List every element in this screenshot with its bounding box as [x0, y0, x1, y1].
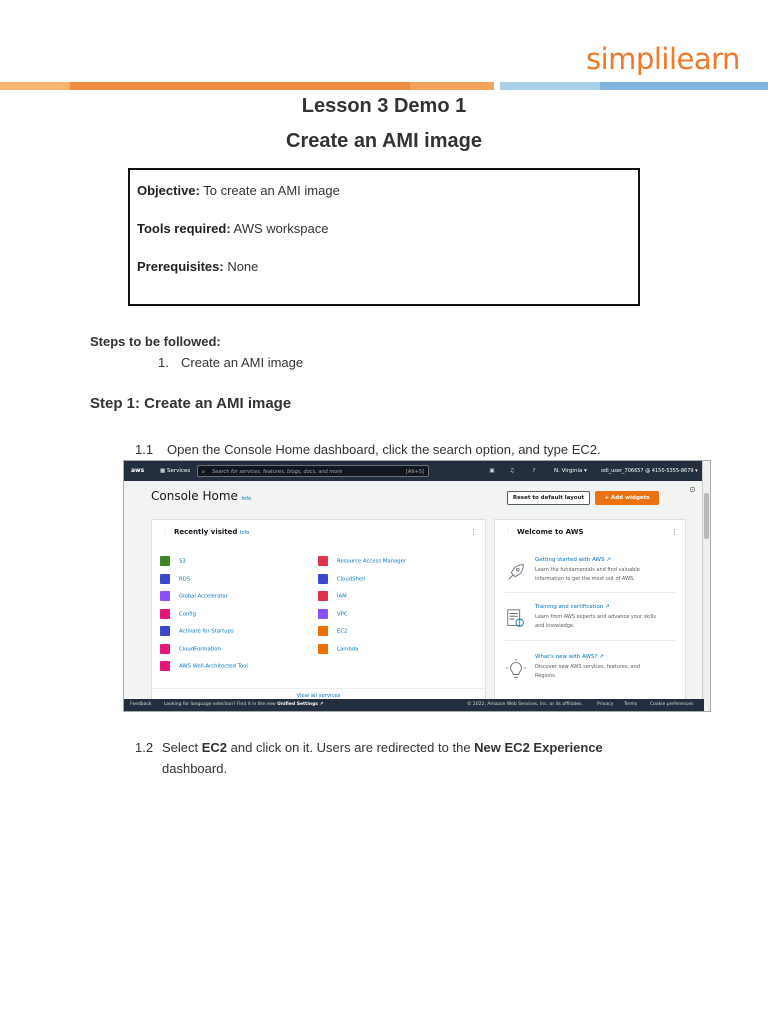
recent-service-link[interactable] [318, 644, 358, 654]
recent-service-link[interactable] [160, 591, 228, 601]
services-menu[interactable]: ▦ Services [160, 468, 191, 474]
console-home-title: Console Home Info [151, 489, 252, 503]
cloudshell-icon[interactable]: ▣ [489, 468, 495, 474]
service-label: RDS [179, 576, 191, 582]
service-icon [160, 574, 170, 584]
view-all-services-link[interactable]: View all services [152, 688, 485, 699]
lightbulb-icon [505, 658, 527, 680]
bell-icon[interactable]: ♫ [509, 468, 515, 474]
service-icon [160, 609, 170, 619]
service-icon [160, 661, 170, 671]
region-selector[interactable]: N. Virginia ▾ [554, 468, 587, 474]
recent-service-link[interactable] [160, 644, 221, 654]
grid-icon: ▦ [160, 468, 167, 474]
aws-console-screenshot [123, 460, 711, 712]
search-icon: ⌕ [202, 469, 205, 475]
header-bar-segment [500, 82, 600, 90]
lesson-title: Lesson 3 Demo 1 [301, 95, 467, 117]
service-icon [318, 626, 328, 636]
copyright: © 2022, Amazon Web Services, Inc. or its affiliates. [467, 702, 583, 707]
service-icon [318, 574, 328, 584]
service-icon [160, 591, 170, 601]
recent-service-link[interactable] [318, 626, 347, 636]
recent-service-link[interactable] [160, 574, 190, 584]
aws-footer [124, 699, 704, 711]
service-label: AWS Well-Architected Tool [179, 663, 248, 670]
feedback-link[interactable]: Feedback [130, 702, 152, 707]
header-bar-segment [600, 82, 768, 90]
training-link[interactable]: Training and certification ↗ [535, 604, 610, 610]
service-icon [318, 644, 328, 654]
recent-service-link[interactable] [318, 591, 347, 601]
step1-heading: Step 1: Create an AMI image [90, 395, 292, 412]
recent-service-link[interactable] [318, 574, 365, 584]
prereq-line: Prerequisites: None [137, 259, 259, 274]
whats-new-link[interactable]: What's new with AWS? ↗ [535, 654, 604, 660]
service-label: CloudShell [337, 576, 366, 582]
steps-heading: Steps to be followed: [90, 334, 221, 349]
language-note: Looking for language selection? Find it in the new Unified Settings ↗ [164, 702, 324, 707]
service-label: Global Accelerator [179, 593, 228, 600]
account-menu[interactable]: odl_user_706657 @ 4150-5355-8679 ▾ [601, 468, 698, 474]
service-label: Lambda [337, 646, 359, 652]
scrollbar[interactable] [702, 461, 710, 712]
drag-handle-icon[interactable]: ⋮ [505, 528, 511, 535]
recent-service-link[interactable] [318, 556, 406, 566]
welcome-heading: Welcome to AWS [517, 528, 584, 536]
recent-service-link[interactable] [318, 609, 348, 619]
scrollbar-thumb[interactable] [704, 493, 709, 539]
recent-service-link[interactable] [160, 556, 186, 566]
steps-list-item: 1. Create an AMI image [158, 355, 304, 370]
training-desc: Learn from AWS experts and advance your skills and knowledge. [535, 614, 656, 629]
instruction-1-1: 1.1 Open the Console Home dashboard, click the search option, and type EC2. [135, 442, 601, 457]
simplilearn-logo: simplilearn [586, 42, 740, 76]
service-icon [318, 591, 328, 601]
service-label: IAM [337, 593, 347, 600]
panel-menu-icon[interactable]: ⋮ [470, 528, 477, 536]
certificate-icon [505, 608, 527, 630]
lesson-subtitle: Create an AMI image [286, 130, 482, 152]
aws-logo[interactable]: aws [131, 467, 145, 474]
recent-service-link[interactable] [160, 609, 196, 619]
recently-visited-heading: Recently visited Info [174, 528, 250, 536]
instruction-1-2: 1.2 Select EC2 and click on it. Users are redirected to the New EC2 Experience dashboard. [135, 740, 603, 776]
objective-line: Objective: To create an AMI image [137, 183, 340, 198]
reset-layout-button[interactable]: Reset to default layout [507, 491, 590, 505]
welcome-panel [494, 519, 686, 705]
service-icon [160, 644, 170, 654]
settings-icon[interactable]: ⊙ [689, 485, 696, 494]
divider [505, 592, 675, 593]
cookie-preferences-link[interactable]: Cookie preferences [650, 702, 694, 707]
objective-box [128, 168, 640, 306]
getting-started-desc: Learn the fundamentals and find valuable information to get the most out of AWS. [535, 567, 640, 582]
aws-top-nav [124, 461, 704, 481]
service-icon [160, 626, 170, 636]
service-icon [318, 556, 328, 566]
service-label: S3 [179, 558, 186, 565]
header-bar-segment [410, 82, 494, 90]
whats-new-desc: Discover new AWS services, features, and Regions. [535, 664, 641, 679]
rocket-icon [505, 561, 527, 583]
tools-line: Tools required: AWS workspace [137, 221, 329, 236]
recent-service-link[interactable] [160, 626, 234, 636]
service-label: VPC [337, 611, 348, 617]
service-label: Activate for Startups [179, 628, 234, 635]
service-icon [318, 609, 328, 619]
header-bar-segment [0, 82, 70, 90]
divider [505, 640, 675, 641]
search-input[interactable]: ⌕ Search for services, features, blogs, docs, and more [Alt+S] [197, 465, 429, 477]
service-label: Resource Access Manager [337, 558, 407, 565]
header-bar-segment [70, 82, 410, 90]
service-label: EC2 [337, 628, 348, 635]
service-label: Config [179, 611, 196, 617]
recent-service-link[interactable] [160, 661, 248, 671]
unified-settings-link[interactable]: Unified Settings ↗ [277, 702, 324, 707]
panel-menu-icon[interactable]: ⋮ [671, 528, 678, 536]
terms-link[interactable]: Terms [624, 702, 638, 707]
service-label: CloudFormation [179, 646, 221, 652]
add-widgets-button[interactable]: + Add widgets [595, 491, 659, 505]
service-icon [160, 556, 170, 566]
recently-visited-panel [151, 519, 486, 705]
drag-handle-icon[interactable]: ⋮ [162, 528, 168, 535]
getting-started-link[interactable]: Getting started with AWS ↗ [535, 557, 611, 563]
help-icon[interactable]: ? [532, 468, 536, 474]
privacy-link[interactable]: Privacy [597, 702, 614, 707]
